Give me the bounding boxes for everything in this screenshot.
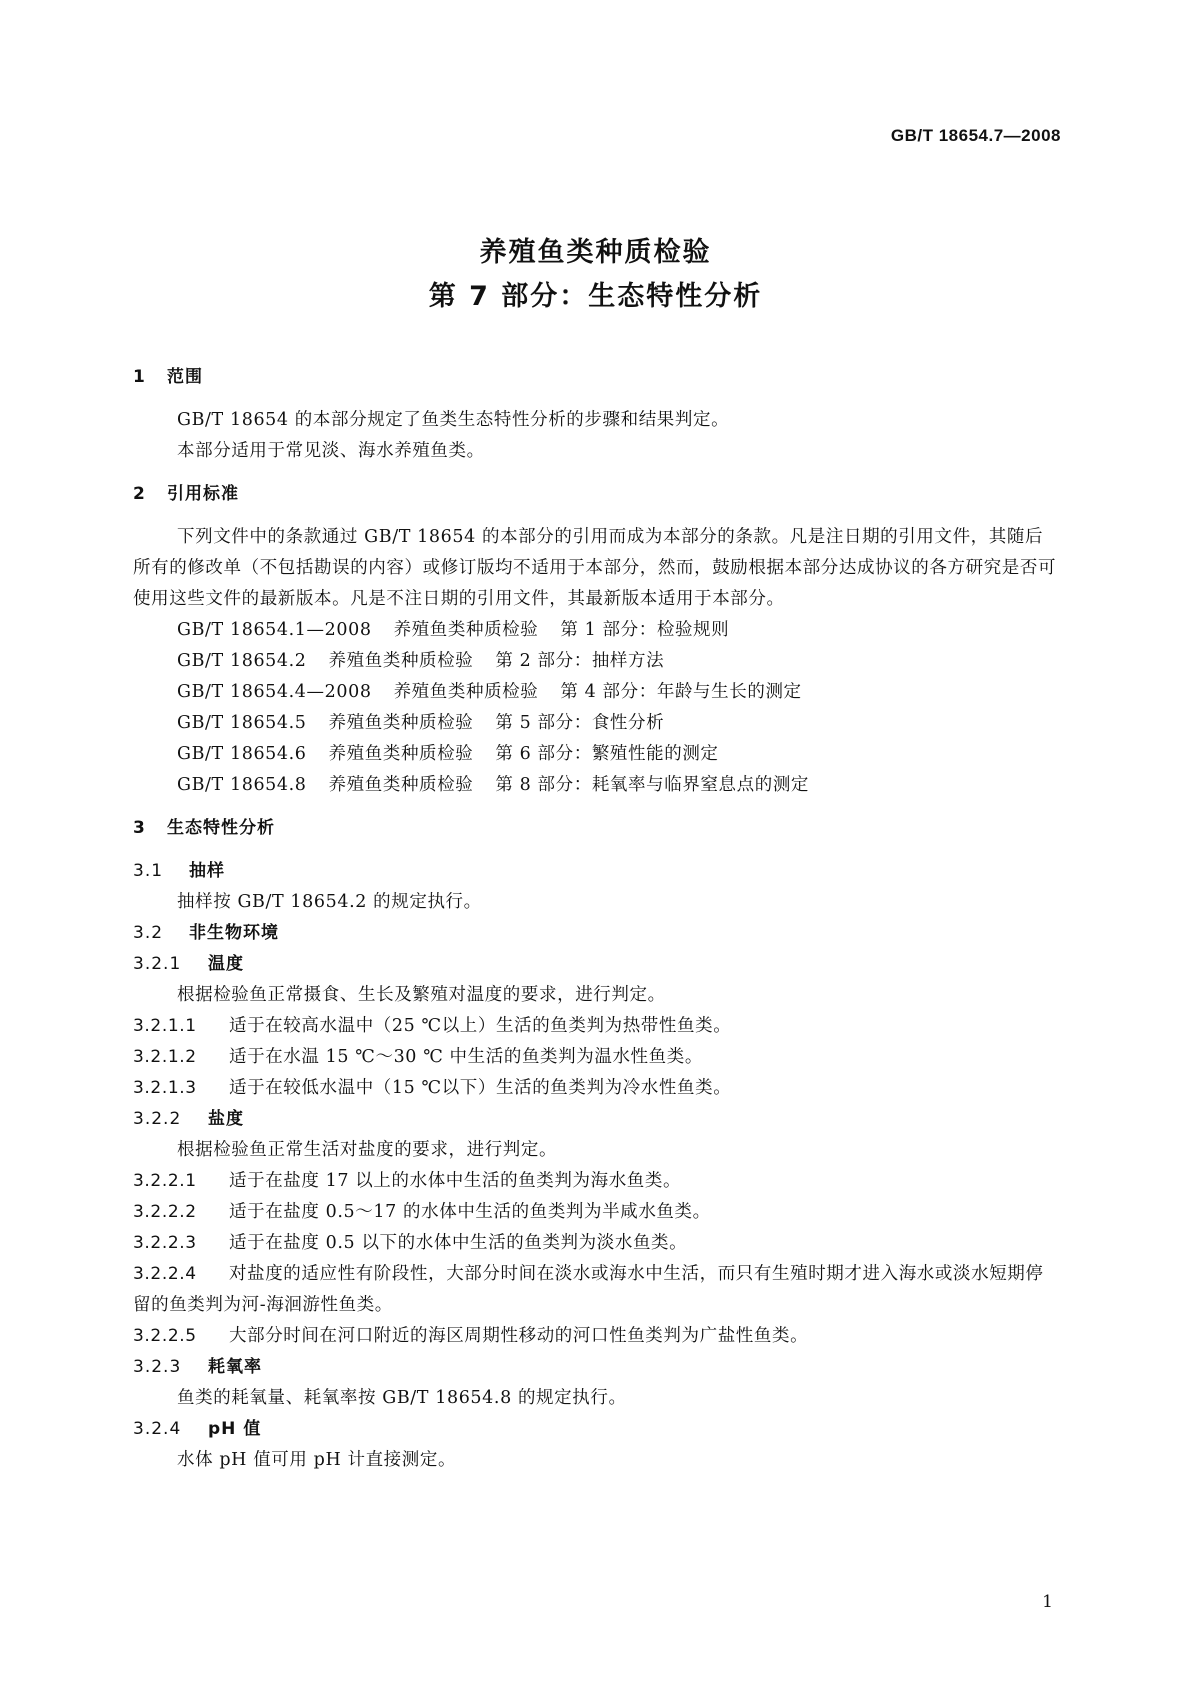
scope-paragraph-2: 本部分适用于常见淡、海水养殖鱼类。 [177, 441, 485, 461]
reference-item: GB/T 18654.6 养殖鱼类种质检验 第 6 部分：繁殖性能的测定 [177, 744, 719, 764]
section-1-heading [133, 362, 1058, 393]
document-title-line2: 第 7 部分：生态特性分析 [428, 281, 763, 312]
sampling-paragraph: 抽样按 GB/T 18654.2 的规定执行。 [177, 892, 482, 912]
section-title: 生态特性分析 [167, 818, 275, 838]
clause-item: 3.2.2.1 适于在盐度 17 以上的水体中生活的鱼类判为海水鱼类。 [133, 1171, 682, 1191]
clause-item: 3.2.1.3 适于在较低水温中（15 ℃以下）生活的鱼类判为冷水性鱼类。 [133, 1078, 732, 1098]
section-2-heading [133, 479, 1058, 510]
subsection-3-2-heading: 3.2 非生物环境 [133, 923, 279, 943]
salinity-paragraph: 根据检验鱼正常生活对盐度的要求，进行判定。 [177, 1140, 558, 1160]
scope-paragraph-1: GB/T 18654 的本部分规定了鱼类生态特性分析的步骤和结果判定。 [177, 410, 730, 430]
reference-item: GB/T 18654.2 养殖鱼类种质检验 第 2 部分：抽样方法 [177, 651, 665, 671]
section-3-heading [133, 813, 1058, 844]
clause-item: 3.2.2.5 大部分时间在河口附近的海区周期性移动的河口性鱼类判为广盐性鱼类。 [133, 1326, 809, 1346]
clause-item: 3.2.2.3 适于在盐度 0.5 以下的水体中生活的鱼类判为淡水鱼类。 [133, 1233, 688, 1253]
document-title-line1: 养殖鱼类种质检验 [479, 237, 712, 268]
subsection-3-2-4-heading: 3.2.4 pH 值 [133, 1419, 262, 1439]
subsection-3-1-heading: 3.1 抽样 [133, 861, 225, 881]
subsection-3-2-2-heading: 3.2.2 盐度 [133, 1109, 244, 1129]
reference-item: GB/T 18654.1—2008 养殖鱼类种质检验 第 1 部分：检验规则 [177, 620, 730, 640]
temperature-paragraph: 根据检验鱼正常摄食、生长及繁殖对温度的要求，进行判定。 [177, 985, 666, 1005]
page-number: 1 [1042, 1592, 1053, 1612]
references-paragraph: 下列文件中的条款通过 GB/T 18654 的本部分的引用而成为本部分的条款。凡是注日期的引用文件，其随后所有的修改单（不包括勘误的内容）或修订版均不适用于本部分，然而，鼓励根据本部分达成协议的各方研究是否可使用这些文件的最新版本。凡是不注日期的引用文件，其最新版本适用于本部分。 [133, 527, 1057, 609]
section-title: 范围 [167, 367, 203, 387]
reference-item: GB/T 18654.8 养殖鱼类种质检验 第 8 部分：耗氧率与临界窒息点的测定 [177, 775, 810, 795]
ph-paragraph: 水体 pH 值可用 pH 计直接测定。 [177, 1450, 457, 1470]
subsection-3-2-3-heading: 3.2.3 耗氧率 [133, 1357, 262, 1377]
clause-item: 3.2.2.2 适于在盐度 0.5～17 的水体中生活的鱼类判为半咸水鱼类。 [133, 1202, 711, 1222]
document-body [133, 362, 1058, 1476]
clause-item: 3.2.2.4 对盐度的适应性有阶段性，大部分时间在淡水或海水中生活，而只有生殖时期才进入海水或淡水短期停留的鱼类判为河-海洄游性鱼类。 [133, 1264, 1044, 1315]
section-number: 3 [133, 818, 146, 838]
section-title: 引用标准 [167, 484, 239, 504]
clause-item: 3.2.1.1 适于在较高水温中（25 ℃以上）生活的鱼类判为热带性鱼类。 [133, 1016, 732, 1036]
standard-code: GB/T 18654.7—2008 [890, 126, 1061, 145]
clause-item: 3.2.1.2 适于在水温 15 ℃～30 ℃ 中生活的鱼类判为温水性鱼类。 [133, 1047, 703, 1067]
section-number: 2 [133, 484, 146, 504]
oxygen-paragraph: 鱼类的耗氧量、耗氧率按 GB/T 18654.8 的规定执行。 [177, 1388, 627, 1408]
reference-item: GB/T 18654.5 养殖鱼类种质检验 第 5 部分：食性分析 [177, 713, 665, 733]
section-number: 1 [133, 367, 146, 387]
reference-item: GB/T 18654.4—2008 养殖鱼类种质检验 第 4 部分：年龄与生长的测定 [177, 682, 802, 702]
subsection-3-2-1-heading: 3.2.1 温度 [133, 954, 244, 974]
